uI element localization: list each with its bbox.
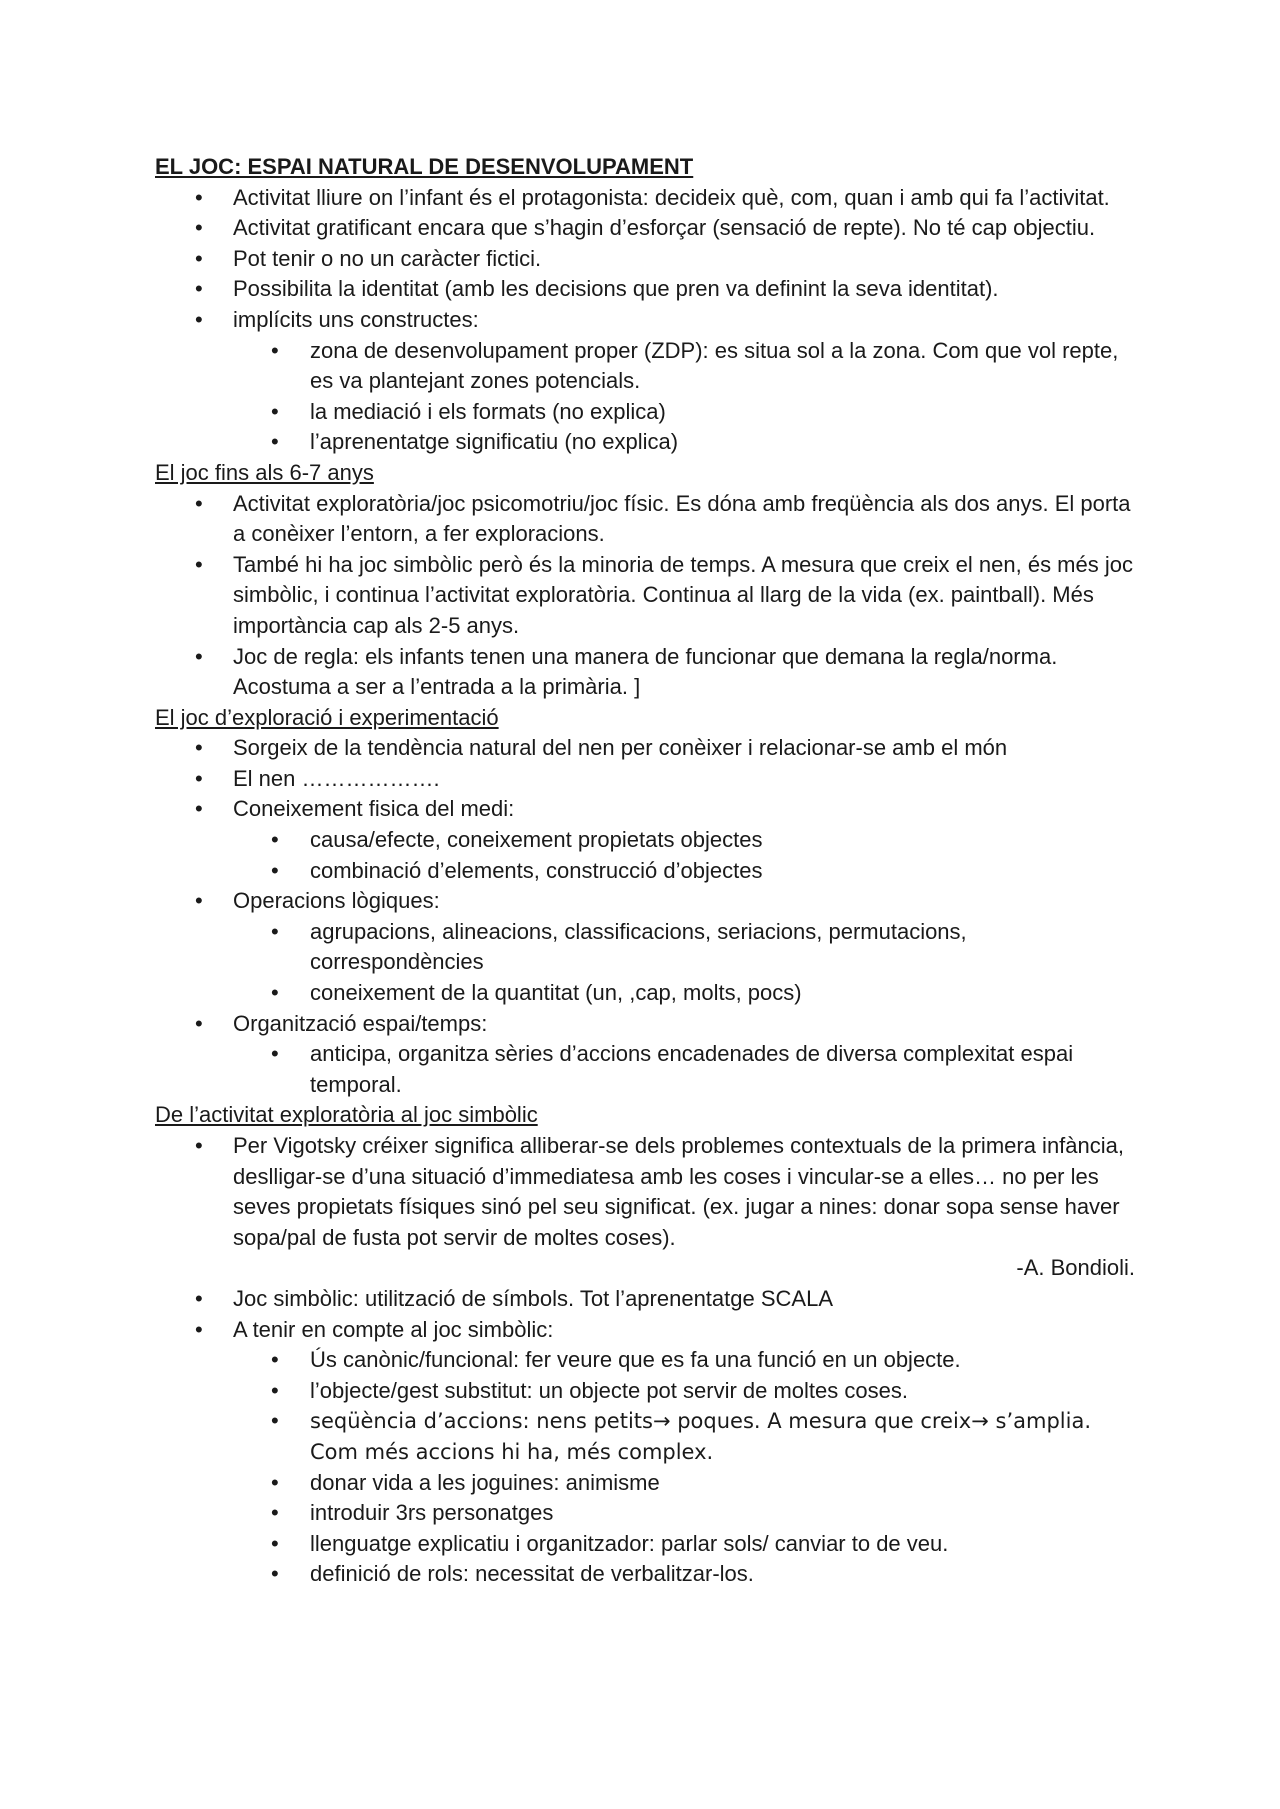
list-item: • Activitat lliure on l’infant és el protagonista: decideix què, com, quan i amb qui fa l’activitat. [195,184,1110,210]
sub-list-item: • llenguatge explicatiu i organitzador: parlar sols/ canviar to de veu. [271,1530,949,1556]
sub-list-item: • anticipa, organitza sèries d’accions encadenades de diversa complexitat espai temporal. [271,1041,1074,1097]
list-item: • A tenir en compte al joc simbòlic: [195,1316,554,1342]
list-item: • Activitat gratificant encara que s’hagin d’esforçar (sensació de repte). No té cap objectiu. [195,215,1096,241]
list-item: • Joc de regla: els infants tenen una manera de funcionar que demana la regla/norma. Acostuma a ser a l’entrada a la primària. ] [195,643,1058,700]
sub-list-item: • introduir 3rs personatges [271,1500,554,1526]
sub-list-item: • causa/efecte, coneixement propietats objectes [271,827,763,853]
sub-list-item: • Ús canònic/funcional: fer veure que es fa una funció en un objecte. [271,1347,961,1373]
sub-list-item: • la mediació i els formats (no explica) [271,398,666,424]
sub-list-item: • combinació d’elements, construcció d’objectes [271,857,763,883]
list-item: • Possibilita la identitat (amb les decisions que pren va definint la seva identitat). [195,276,999,302]
list-item: • També hi ha joc simbòlic però és la minoria de temps. A mesura que creix el nen, és més joc simbòlic, i continua l’activitat exploratòria. Continua al llarg de la vida (ex. paintball). Més importància cap als 2-5 anys. [195,551,1133,638]
sub-list-item: • seqüència d’accions: nens petits→ poques. A mesura que creix→ s’amplia. Com més accions hi ha, més complex. [271,1408,1091,1464]
sub-list-item: • coneixement de la quantitat (un, ,cap, molts, pocs) [271,980,802,1006]
quote-attribution: -A. Bondioli. [1016,1255,1135,1281]
sub-list-item: • agrupacions, alineacions, classificacions, seriacions, permutacions, correspondències [271,918,967,975]
sub-list-item: • zona de desenvolupament proper (ZDP): es situa sol a la zona. Com que vol repte, es va plantejant zones potencials. [271,337,1119,394]
list-item: • Sorgeix de la tendència natural del nen per conèixer i relacionar-se amb el món [195,735,1008,761]
list-item: • El nen ………………. [195,765,440,791]
document-body [155,152,1135,1590]
sub-list-item: • donar vida a les joguines: animisme [271,1469,660,1495]
sub-list-item: • l’objecte/gest substitut: un objecte pot servir de moltes coses. [271,1377,908,1403]
list-item: • Joc simbòlic: utilització de símbols. Tot l’aprenentatge SCALA [195,1285,833,1311]
list-item: • Pot tenir o no un caràcter fictici. [195,245,542,271]
sub-list-item: • l’aprenentatge significatiu (no explica) [271,429,679,455]
sub-list-item: • definició de rols: necessitat de verbalitzar-los. [271,1561,754,1587]
section-heading: El joc fins als 6-7 anys [155,459,374,485]
section-heading: El joc d’exploració i experimentació [155,704,499,730]
list-item: • Per Vigotsky créixer significa alliberar-se dels problemes contextuals de la primera infància, deslligar-se d’una situació d’immediatesa amb les coses i vincular-se a elles… no per les seves propietats físiques sinó pel seu significat. (ex. jugar a nines: donar sopa sense haver sopa/pal de fusta pot servir de moltes coses). [195,1133,1124,1250]
list-item: • Operacions lògiques: [195,888,440,914]
section-heading: De l’activitat exploratòria al joc simbòlic [155,1102,538,1128]
list-item: • Organització espai/temps: [195,1010,488,1036]
document-title: EL JOC: ESPAI NATURAL DE DESENVOLUPAMENT [155,154,694,179]
list-item: • Activitat exploratòria/joc psicomotriu/joc físic. Es dóna amb freqüència als dos anys. El porta a conèixer l’entorn, a fer exploracions. [195,490,1131,547]
list-item: • Coneixement fisica del medi: [195,796,515,822]
list-item: • implícits uns constructes: [195,306,479,332]
